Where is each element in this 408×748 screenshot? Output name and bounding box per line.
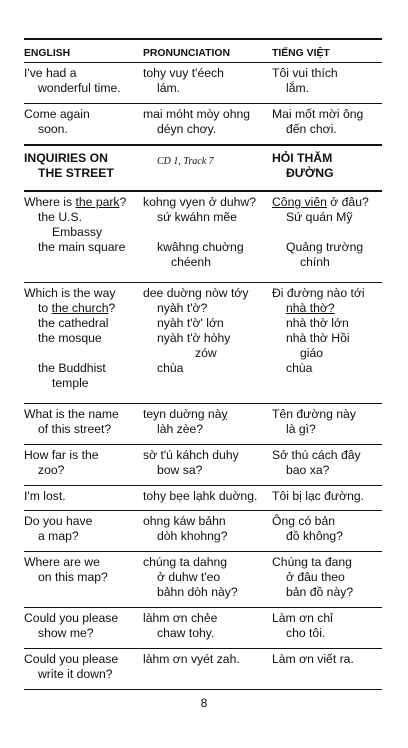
pronunciation-text: chaw tohy.	[157, 626, 215, 640]
phrase-row	[24, 104, 382, 144]
english-text: soon.	[38, 122, 68, 136]
pronunciation-cell	[143, 555, 271, 600]
vietnamese-text: Làm ơn viết ra.	[272, 652, 354, 666]
header-vietnamese: TIẾNG VIỆT	[272, 48, 330, 59]
vietnamese-text: Công viên ở đâu?	[272, 195, 369, 209]
pronunciation-text: tohy bẹe lạhk duờng.	[143, 489, 258, 503]
english-cell	[24, 107, 144, 137]
pronunciation-cell	[143, 652, 271, 667]
section-title-text: THE STREET	[38, 166, 114, 180]
english-text: show me?	[38, 626, 94, 640]
english-text: wonderful time.	[38, 81, 121, 95]
vietnamese-cell	[272, 514, 386, 544]
pronunciation-text: dòh khohng?	[157, 529, 228, 543]
pronunciation-text: nyàh t'ờ' lớn	[157, 316, 224, 330]
pronunciation-text: ở duhw t'eo	[157, 570, 221, 584]
phrase-row	[24, 192, 382, 282]
vietnamese-text: Đi đường nào tới	[272, 286, 365, 300]
pronunciation-text: làhm ơn chẻe	[143, 611, 218, 625]
pronunciation-text: déyn chơy.	[157, 122, 217, 136]
pronunciation-text: ohng káw bảhn	[143, 514, 226, 528]
english-text: zoo?	[38, 463, 65, 477]
vietnamese-cell	[272, 611, 386, 641]
english-text: the main square	[38, 240, 126, 254]
english-text: write it down?	[38, 667, 113, 681]
pronunciation-cell	[143, 407, 271, 437]
english-cell	[24, 514, 144, 544]
vietnamese-text: Chúng ta đang	[272, 555, 352, 569]
column-header-row	[24, 40, 382, 62]
section-heading-row	[24, 146, 382, 190]
english-text: the cathedral	[38, 316, 109, 330]
pronunciation-text: zów	[195, 346, 217, 360]
phrase-row	[24, 404, 382, 444]
section-title-text: HỎI THĂM	[272, 151, 333, 165]
pronunciation-cell	[143, 448, 271, 478]
pronunciation-text: tohy vuy t'éech	[143, 66, 224, 80]
phrase-row	[24, 649, 382, 689]
header-pronunciation: PRONUNCIATION	[143, 48, 230, 59]
vietnamese-text: Tôi vui thích	[272, 66, 338, 80]
vietnamese-text: Làm ơn chỉ	[272, 611, 333, 625]
underlined-word: nhà thờ?	[286, 301, 335, 315]
vietnamese-text: bao xa?	[286, 463, 330, 477]
vietnamese-text: chùa	[286, 361, 313, 375]
vietnamese-text: Tôi bị lạc đường.	[272, 489, 365, 503]
vietnamese-text: Tên đường này	[272, 407, 356, 421]
vietnamese-text: Mai mốt mời ông	[272, 107, 364, 121]
pronunciation-text: nyàh t'ờ hòhy	[157, 331, 231, 345]
vietnamese-text: cho tôi.	[286, 626, 326, 640]
pronunciation-cell	[143, 611, 271, 641]
pronunciation-text: sờ t'ú káhch duhy	[143, 448, 239, 462]
pronunciation-cell	[143, 514, 271, 544]
vietnamese-text: lắm.	[286, 81, 310, 95]
vietnamese-cell	[272, 107, 386, 137]
vietnamese-cell	[272, 448, 386, 478]
phrasebook-page	[24, 38, 382, 690]
english-text: the mosque	[38, 331, 102, 345]
pronunciation-text: mai móht mòy ohng	[143, 107, 251, 121]
english-cell	[24, 407, 144, 437]
bottom-rule	[24, 689, 382, 690]
pronunciation-text: chúng ta dahng	[143, 555, 228, 569]
vietnamese-text: nhà thờ Hồi	[286, 331, 350, 345]
phrase-row	[24, 63, 382, 103]
section-title-text: INQUIRIES ON	[24, 151, 108, 165]
english-cell	[24, 286, 144, 391]
underlined-word: the park	[75, 195, 120, 209]
english-text: I'm lost.	[24, 489, 66, 503]
pronunciation-text: teyn duờng nàỵ	[143, 407, 228, 421]
vietnamese-text: là gì?	[286, 422, 316, 436]
english-cell	[24, 489, 144, 504]
english-cell	[24, 555, 144, 585]
pronunciation-text: bow sa?	[157, 463, 203, 477]
english-text: I've had a	[24, 66, 77, 80]
english-cell	[24, 611, 144, 641]
english-text: Could you please	[24, 611, 119, 625]
pronunciation-text: dee duờng nòw tớy	[143, 286, 249, 300]
pronunciation-text: làh zèe?	[157, 422, 204, 436]
english-text: Where is the park?	[24, 195, 127, 209]
pronunciation-text: lám.	[157, 81, 181, 95]
vietnamese-text: ở đâu theo	[286, 570, 345, 584]
english-text: on this map?	[38, 570, 108, 584]
vietnamese-text: giáo	[300, 346, 324, 360]
vietnamese-text: Quảng trường	[286, 240, 364, 254]
english-text: the Buddhist	[38, 361, 106, 375]
phrase-row	[24, 608, 382, 648]
vietnamese-text: Sở thú cách đây	[272, 448, 361, 462]
vietnamese-text: đến chơi.	[286, 122, 337, 136]
vietnamese-cell	[272, 286, 386, 376]
english-text: Do you have	[24, 514, 93, 528]
pronunciation-cell	[143, 489, 271, 504]
vietnamese-text: đồ không?	[286, 529, 343, 543]
vietnamese-cell	[272, 195, 386, 270]
pronunciation-cell	[143, 286, 271, 376]
vietnamese-text: bản đồ này?	[286, 585, 354, 599]
pronunciation-text: bảhn dòh này?	[157, 585, 238, 599]
pronunciation-text: kohng vyen ở duhw?	[143, 195, 257, 209]
page-number: 8	[200, 696, 208, 710]
english-text: the U.S.	[38, 210, 83, 224]
vietnamese-text: Sứ quán Mỹ	[286, 210, 353, 224]
english-cell	[24, 195, 144, 255]
english-text: to the church?	[38, 301, 116, 315]
section-title-vietnamese	[272, 151, 386, 181]
section-title	[24, 151, 144, 181]
header-english: ENGLISH	[24, 48, 71, 59]
phrase-row	[24, 486, 382, 510]
section-title-text: ĐƯỜNG	[286, 166, 334, 180]
english-text: Come again	[24, 107, 90, 121]
vietnamese-cell	[272, 407, 386, 437]
vietnamese-cell	[272, 555, 386, 600]
phrase-row	[24, 445, 382, 485]
vietnamese-cell	[272, 489, 386, 504]
phrase-row	[24, 283, 382, 403]
english-text: of this street?	[38, 422, 112, 436]
vietnamese-text	[272, 301, 386, 316]
cd-track-label: CD 1, Track 7	[157, 156, 214, 167]
english-text: Embassy	[52, 225, 103, 239]
underlined-word: the church	[51, 301, 109, 315]
underlined-word: Công viên	[272, 195, 327, 209]
english-text: temple	[52, 376, 89, 390]
english-text: What is the name	[24, 407, 119, 421]
english-cell	[24, 652, 144, 682]
english-text: Where are we	[24, 555, 100, 569]
audio-track-cell	[143, 149, 271, 169]
pronunciation-text: kwâhng chuờng	[157, 240, 244, 254]
vietnamese-cell	[272, 652, 386, 667]
english-text: Could you please	[24, 652, 119, 666]
english-cell	[24, 66, 144, 96]
phrase-row	[24, 552, 382, 607]
vietnamese-cell	[272, 66, 386, 96]
vietnamese-text: Ông có bản	[272, 514, 336, 528]
english-text: How far is the	[24, 448, 99, 462]
english-cell	[24, 448, 144, 478]
pronunciation-text: sứ kwáhn mẽe	[157, 210, 237, 224]
pronunciation-text: nyàh t'ờ?	[157, 301, 208, 315]
vietnamese-text: chính	[300, 255, 330, 269]
pronunciation-cell	[143, 107, 271, 137]
vietnamese-text: nhà thờ lớn	[286, 316, 349, 330]
pronunciation-cell	[143, 195, 271, 270]
pronunciation-text: làhm ơn vyét zah.	[143, 652, 240, 666]
pronunciation-text: chùa	[157, 361, 184, 375]
english-text: Which is the way	[24, 286, 116, 300]
english-text: a map?	[38, 529, 79, 543]
phrase-row	[24, 511, 382, 551]
pronunciation-cell	[143, 66, 271, 96]
pronunciation-text: chéenh	[171, 255, 211, 269]
